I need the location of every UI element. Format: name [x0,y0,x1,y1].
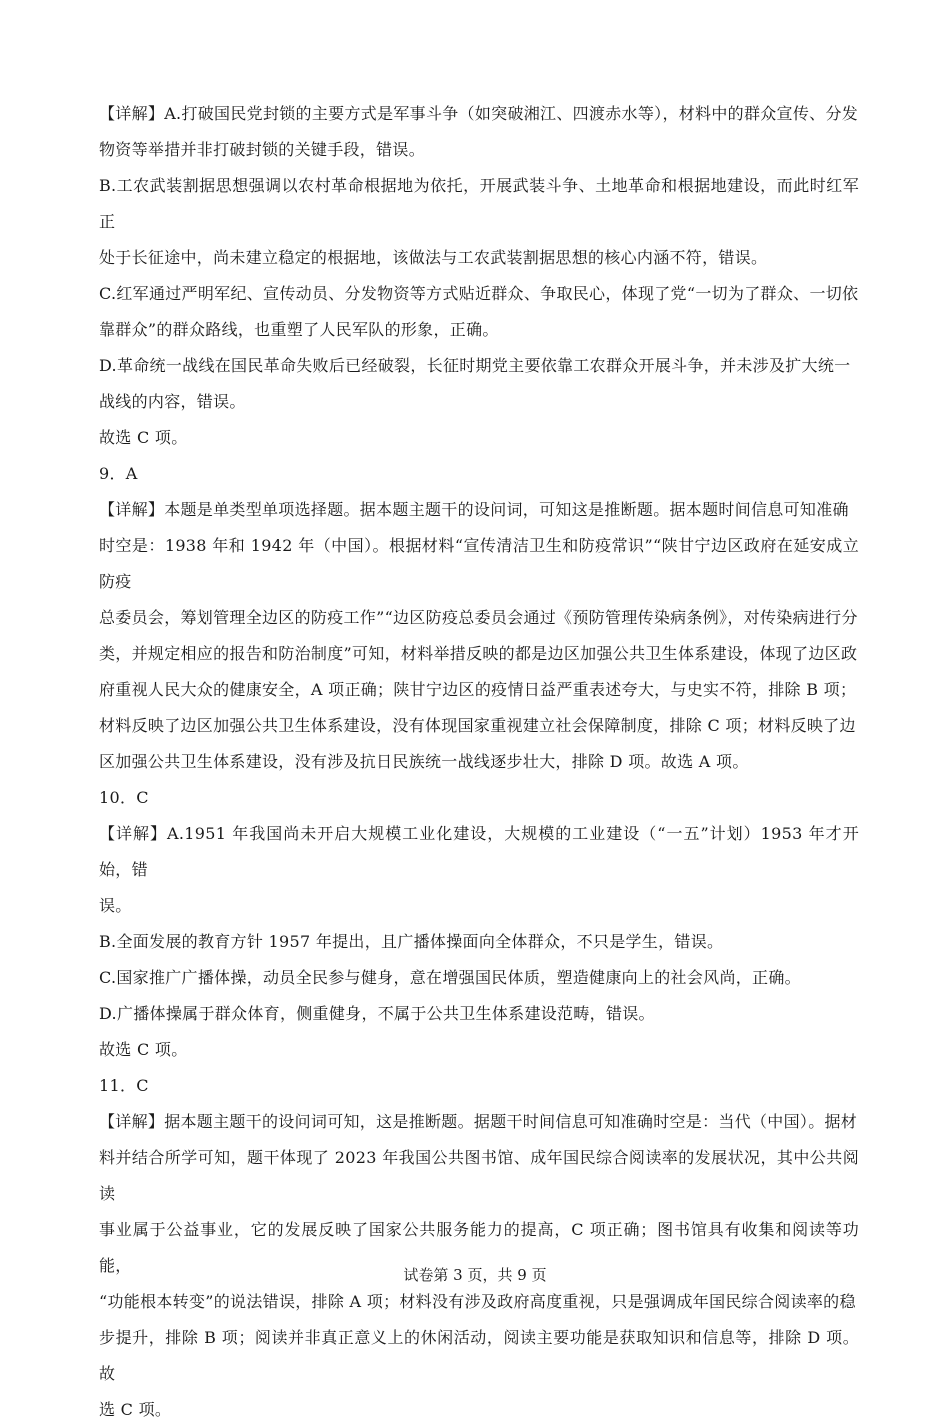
text-line: 步提升，排除 B 项；阅读并非真正意义上的休闲活动，阅读主要功能是获取知识和信息等，排除 D 项。故 [99,1328,859,1383]
text-line: 类，并规定相应的报告和防治制度”可知，材料举措反映的都是边区加强公共卫生体系建设，体现了边区政 [99,644,858,663]
text-line: 区加强公共卫生体系建设，没有涉及抗日民族统一战线逐步壮大，排除 D 项。故选 A 项。 [99,752,749,771]
text-line: 材料反映了边区加强公共卫生体系建设，没有体现国家重视建立社会保障制度，排除 C 项；材料反映了边 [99,716,856,735]
text-line: 总委员会，筹划管理全边区的防疫工作”“边区防疫总委员会通过《预防管理传染病条例》，对传染病进行分 [99,608,858,627]
text-line: 物资等举措并非打破封锁的关键手段，错误。 [99,140,426,159]
text-line: 处于长征途中，尚未建立稳定的根据地，该做法与工农武装割据思想的核心内涵不符，错误。 [99,248,768,267]
text-line: 故选 C 项。 [99,428,188,447]
text-line: C.国家推广广播体操，动员全民参与健身，意在增强国民体质，塑造健康向上的社会风尚，正确。 [99,968,801,987]
text-line: B.全面发展的教育方针 1957 年提出，且广播体操面向全体群众，不只是学生，错误。 [99,932,724,951]
text-line: 【详解】A.打破国民党封锁的主要方式是军事斗争（如突破湘江、四渡赤水等），材料中的群众宣传、分发 [99,104,859,123]
text-line: 靠群众”的群众路线，也重塑了人民军队的形象，正确。 [99,320,499,339]
text-line: 选 C 项。 [99,1400,172,1419]
text-line: 战线的内容，错误。 [99,392,246,411]
page-footer: 试卷第 3 页，共 9 页 [403,1266,547,1284]
text-line: 误。 [99,896,132,915]
text-line: “功能根本转变”的说法错误，排除 A 项；材料没有涉及政府高度重视，只是强调成年国民综合阅读率的稳 [99,1292,856,1311]
answer-explanations [99,96,859,1428]
text-line: 故选 C 项。 [99,1040,188,1059]
question-answer-9: 9．A [99,464,138,483]
text-line: B.工农武装割据思想强调以农村革命根据地为依托，开展武装斗争、土地革命和根据地建设，而此时红军正 [99,176,859,231]
text-line: 时空是：1938 年和 1942 年（中国）。根据材料“宣传清洁卫生和防疫常识”“陕甘宁边区政府在延安成立防疫 [99,536,859,591]
text-line: 【详解】据本题主题干的设问词可知，这是推断题。据题干时间信息可知准确时空是：当代（中国）。据材 [99,1112,858,1131]
text-line: 事业属于公益事业，它的发展反映了国家公共服务能力的提高，C 项正确；图书馆具有收集和阅读等功能， [99,1220,859,1275]
question-answer-10: 10．C [99,788,149,807]
question-answer-11: 11．C [99,1076,149,1095]
text-line: 府重视人民大众的健康安全，A 项正确；陕甘宁边区的疫情日益严重表述夸大，与史实不符，排除 B 项； [99,680,857,699]
text-line: 料并结合所学可知，题干体现了 2023 年我国公共图书馆、成年国民综合阅读率的发展状况，其中公共阅读 [99,1148,859,1203]
text-line: 【详解】本题是单类型单项选择题。据本题主题干的设问词，可知这是推断题。据本题时间信息可知准确 [99,500,849,519]
text-line: D.革命统一战线在国民革命失败后已经破裂，长征时期党主要依靠工农群众开展斗争，并未涉及扩大统一 [99,356,851,375]
text-line: 【详解】A.1951 年我国尚未开启大规模工业化建设，大规模的工业建设（“一五”计划）1953 年才开始，错 [99,824,859,879]
text-line: D.广播体操属于群众体育，侧重健身，不属于公共卫生体系建设范畴，错误。 [99,1004,655,1023]
text-line: C.红军通过严明军纪、宣传动员、分发物资等方式贴近群众、争取民心，体现了党“一切为了群众、一切依 [99,284,859,303]
